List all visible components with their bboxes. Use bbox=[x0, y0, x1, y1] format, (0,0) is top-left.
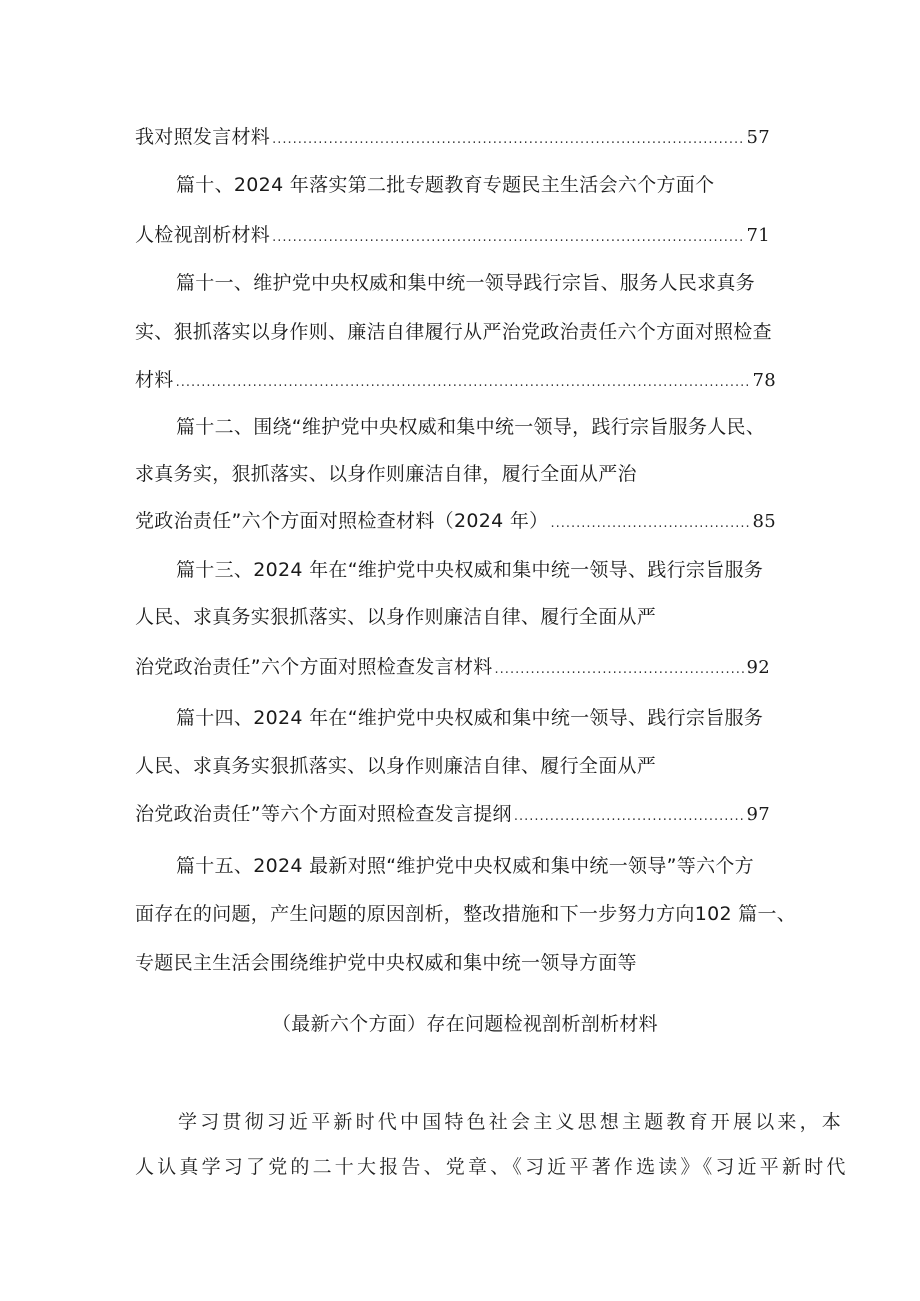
toc-entry-line: 面存在的问题，产生问题的原因剖析，整改措施和下一步努力方向102 篇一、 bbox=[135, 903, 797, 925]
toc-leader-dots bbox=[272, 127, 744, 153]
toc-entry-line: 篇十、2024 年落实第二批专题教育专题民主生活会六个方面个 bbox=[176, 174, 715, 196]
toc-leader-dots bbox=[514, 804, 745, 830]
toc-leader-dots bbox=[550, 511, 750, 537]
toc-entry[interactable] bbox=[135, 508, 776, 537]
toc-entry-line: 人民、求真务实狠抓落实、以身作则廉洁自律、履行全面从严 bbox=[135, 755, 657, 777]
toc-page-number: 71 bbox=[746, 225, 770, 246]
toc-entry-line: 专题民主生活会围绕维护党中央权威和集中统一领导方面等 bbox=[135, 952, 637, 974]
toc-entry-text: 党政治责任”六个方面对照检查材料（2024 年） bbox=[135, 510, 549, 532]
toc-page-number: 78 bbox=[752, 370, 776, 391]
toc-leader-dots bbox=[176, 370, 751, 396]
toc-entry-line: 篇十二、围绕“维护党中央权威和集中统一领导，践行宗旨服务人民、 bbox=[176, 416, 766, 438]
toc-entry[interactable] bbox=[135, 367, 776, 396]
toc-page-number: 85 bbox=[752, 511, 776, 532]
toc-entry-line: 实、狠抓落实以身作则、廉洁自律履行从严治党政治责任六个方面对照检查 bbox=[135, 321, 772, 343]
toc-entry-text: 治党政治责任”六个方面对照检查发言材料 bbox=[135, 656, 493, 678]
toc-leader-dots bbox=[272, 225, 744, 251]
toc-entry[interactable] bbox=[135, 654, 770, 683]
toc-page-number: 57 bbox=[746, 127, 770, 148]
toc-entry-line: 人民、求真务实狠抓落实、以身作则廉洁自律、履行全面从严 bbox=[135, 606, 657, 628]
toc-entry-text: 材料 bbox=[135, 369, 174, 391]
toc-leader-dots bbox=[495, 657, 745, 683]
toc-entry-line: 篇十五、2024 最新对照“维护党中央权威和集中统一领导”等六个方 bbox=[176, 855, 754, 877]
toc-entry[interactable] bbox=[135, 801, 770, 830]
toc-entry[interactable] bbox=[135, 222, 770, 251]
body-paragraph-line: 学习贯彻习近平新时代中国特色社会主义思想主题教育开展以来，本 bbox=[178, 1111, 845, 1133]
toc-entry-line: 篇十一、维护党中央权威和集中统一领导践行宗旨、服务人民求真务 bbox=[176, 272, 756, 294]
toc-page-number: 97 bbox=[746, 804, 770, 825]
section-heading: （最新六个方面）存在问题检视剖析剖析材料 bbox=[271, 1013, 658, 1035]
toc-entry-line: 篇十四、2024 年在“维护党中央权威和集中统一领导、践行宗旨服务 bbox=[176, 707, 764, 729]
toc-entry-text: 我对照发言材料 bbox=[135, 126, 271, 148]
toc-entry-text: 治党政治责任”等六个方面对照检查发言提纲 bbox=[135, 803, 512, 825]
toc-entry[interactable] bbox=[135, 124, 770, 153]
toc-entry-line: 求真务实，狠抓落实、以身作则廉洁自律，履行全面从严治 bbox=[135, 463, 637, 485]
toc-page-number: 92 bbox=[746, 657, 770, 678]
toc-entry-text: 人检视剖析材料 bbox=[135, 224, 271, 246]
body-paragraph-line: 人认真学习了党的二十大报告、党章、《习近平著作选读》《习近平新时代 bbox=[135, 1156, 849, 1178]
toc-entry-line: 篇十三、2024 年在“维护党中央权威和集中统一领导、践行宗旨服务 bbox=[176, 559, 764, 581]
